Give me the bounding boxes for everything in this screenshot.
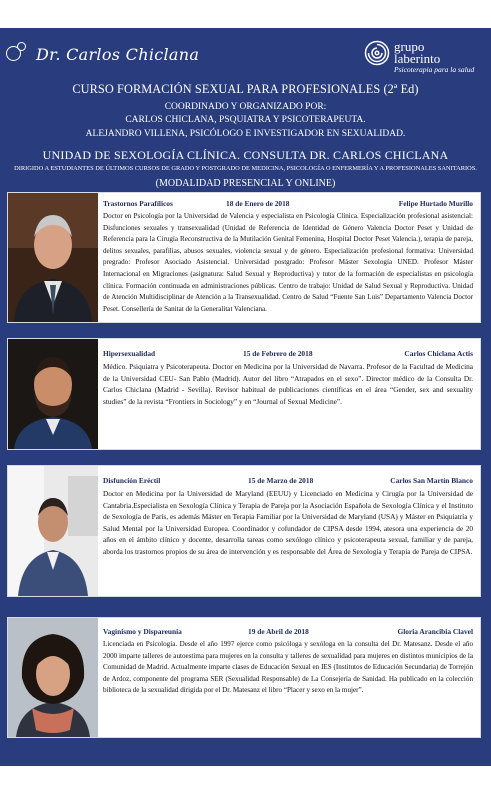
session-speaker-3: Carlos San Martín Blanco xyxy=(390,476,473,485)
session-bio-2: Médico. Psiquiatra y Psicoterapeuta. Doctor en Medicina por la Universidad de Navarra. Profesor de la Facultad de Medicina de la Universidad CEU- San Pablo (Madrid). Autor del libro “Atrapados en el sexo”. Director médico de la Consulta Dr. Carlos Chiclana (Madrid - Sevilla). Revisor habitual de publicaciones científicas en el área “Gender, sex and sexuality studies” de la revista “Frontiers in Sociology” y en “Journal of Sexual Medicine”. xyxy=(103,362,473,406)
session-card-1 xyxy=(8,193,480,322)
maze-icon xyxy=(364,40,390,66)
session-topic-2: Hipersexualidad xyxy=(103,349,156,358)
brand-line2: laberinto xyxy=(394,51,441,66)
modality-note: (MODALIDAD PRESENCIAL Y ONLINE) xyxy=(155,178,336,189)
session-topic-1: Trastornos Parafílicos xyxy=(103,199,173,208)
session-topic-3: Disfunción Eréctil xyxy=(103,476,161,485)
session-speaker-4: Gloria Arancibia Clavel xyxy=(397,627,473,636)
grupo-laberinto-logo xyxy=(364,40,474,74)
session-bio-3: Doctor en Medicina por la Universidad de Maryland (EEUU) y Licenciado en Medicina y Cirugía por la Universidad de Cantabria.Especialista en Sexología Clínica y Terapia de Pareja por la Asociación Española de Sexología Clínica y el Instituto de Sexología de París, es además Máster en Terapia Familiar por la Universidad de Maryland (USA) y Máster en Psiquiatría y Salud Mental por la Universidad Europea. Coordinador y cofundador de CIPSA desde 1994, atesora una experiencia de 20 años en el ámbito clínico y docente, desarrolla tareas como sexólogo clínico y psicoterapeuta sexual, familiar y de pareja, aborda los trastornos propios de su área de intervención y es responsable del Área de Sexología y Terapia de Pareja de CIPSA. xyxy=(103,489,473,556)
session-topic-4: Vaginismo y Dispareunia xyxy=(103,627,182,636)
session-date-3: 15 de Marzo de 2018 xyxy=(248,476,314,485)
session-date-1: 18 de Enero de 2018 xyxy=(226,199,290,208)
session-bio-4: Licenciada en Psicología. Desde el año 1997 ejerce como psicóloga y sexóloga en la consulta del Dr. Matesanz. Desde el año 2000 imparte talleres de autoestima para mujeres en la consulta y talleres de sexualidad para mujeres en distintos municipios de la Comunidad de Madrid. Actualmente imparte clases de Educación Sexual en IES (Institutos de Educación Secundaria) de Torrejón de Ardoz, componente del programa SER (Sexualidad Responsable) de La Consejería de Sanidad. Ha publicado en la colección biblioteca de la sexualidad dirigida por el Dr. Matesanz el libro “Placer y sexo en la mujer”. xyxy=(103,640,473,695)
poster xyxy=(0,28,491,766)
session-date-4: 19 de Abril de 2018 xyxy=(248,627,309,636)
speaker-photo-3 xyxy=(8,466,98,596)
course-title: CURSO FORMACIÓN SEXUAL PARA PROFESIONALES (2ª Ed) xyxy=(72,82,419,96)
speaker-photo-2 xyxy=(8,339,98,449)
session-speaker-1: Felipe Hurtado Murillo xyxy=(398,199,473,208)
session-card-2 xyxy=(8,339,480,449)
session-bio-1: Doctor en Psicología por la Universidad de Valencia y especialista en Psicología Clínica. Especialización profesional asistencial: Disfunciones sexuales y transexualidad (Unidad de Referencia de Identidad de Género Valencia Doctor Peset y Unidad de Referencia para la Cirugía Reconstructiva de la Mutilación Genital Femenina, Hospital Doctor Peset Valencia.), terapia de pareja, delitos sexuales, parafilias, abusos sexuales, violencia sexual y de género. Especialización profesional formativa: Universidad pregrado: Profesor Asociado Asistencial. Universidad postgrado: Profesor Máster Sexología UNED. Profesor Máster Internacional en Migraciones (asignatura: Salud Sexual y Reproductiva) y tutor de la formación de especialistas en psicología clínica. Formación continuada en administraciones públicas. Centro de trabajo: Unidad de Salud Sexual y Reproductiva. Unidad de Atención Multidisciplinar de Atención a la Transexualidad. Centro de Salud “Fuente San Luis” Departamento Valencia Doctor Peset. Consellería de Sanitat de la Generalitat Valenciana. xyxy=(103,212,473,313)
logo-signature: Dr. Carlos Chiclana xyxy=(36,45,200,64)
organizer-1: CARLOS CHICLANA, PSQUIATRA Y PSICOTERAPEUTA. xyxy=(125,115,366,125)
rings-icon xyxy=(6,42,32,64)
audience-note: DIRIGIDO A ESTUDIANTES DE ÚLTIMOS CURSOS DE GRADO Y POSTGRADO DE MEDICINA, PSICOLOGÍA O ENFERMERÍA Y A PROFESIONALES SANITARIOS. xyxy=(14,165,477,172)
session-card-3 xyxy=(8,466,480,596)
chiclana-logo xyxy=(6,42,199,64)
session-speaker-2: Carlos Chiclana Actis xyxy=(404,349,473,358)
coordinated-label: COORDINADO Y ORGANIZADO POR: xyxy=(164,102,327,112)
brand-tagline: Psicoterapia para la salud xyxy=(394,65,475,74)
unit-title: UNIDAD DE SEXOLOGÍA CLÍNICA. CONSULTA DR. CARLOS CHICLANA xyxy=(42,148,449,162)
brand-line1: grupo xyxy=(394,39,425,54)
organizer-2: ALEJANDRO VILLENA, PSICÓLOGO E INVESTIGADOR EN SEXUALIDAD. xyxy=(85,129,406,139)
session-date-2: 15 de Febrero de 2018 xyxy=(243,349,313,358)
session-card-4 xyxy=(8,618,480,737)
speaker-photo-4 xyxy=(8,618,98,737)
speaker-photo-1 xyxy=(8,193,98,322)
